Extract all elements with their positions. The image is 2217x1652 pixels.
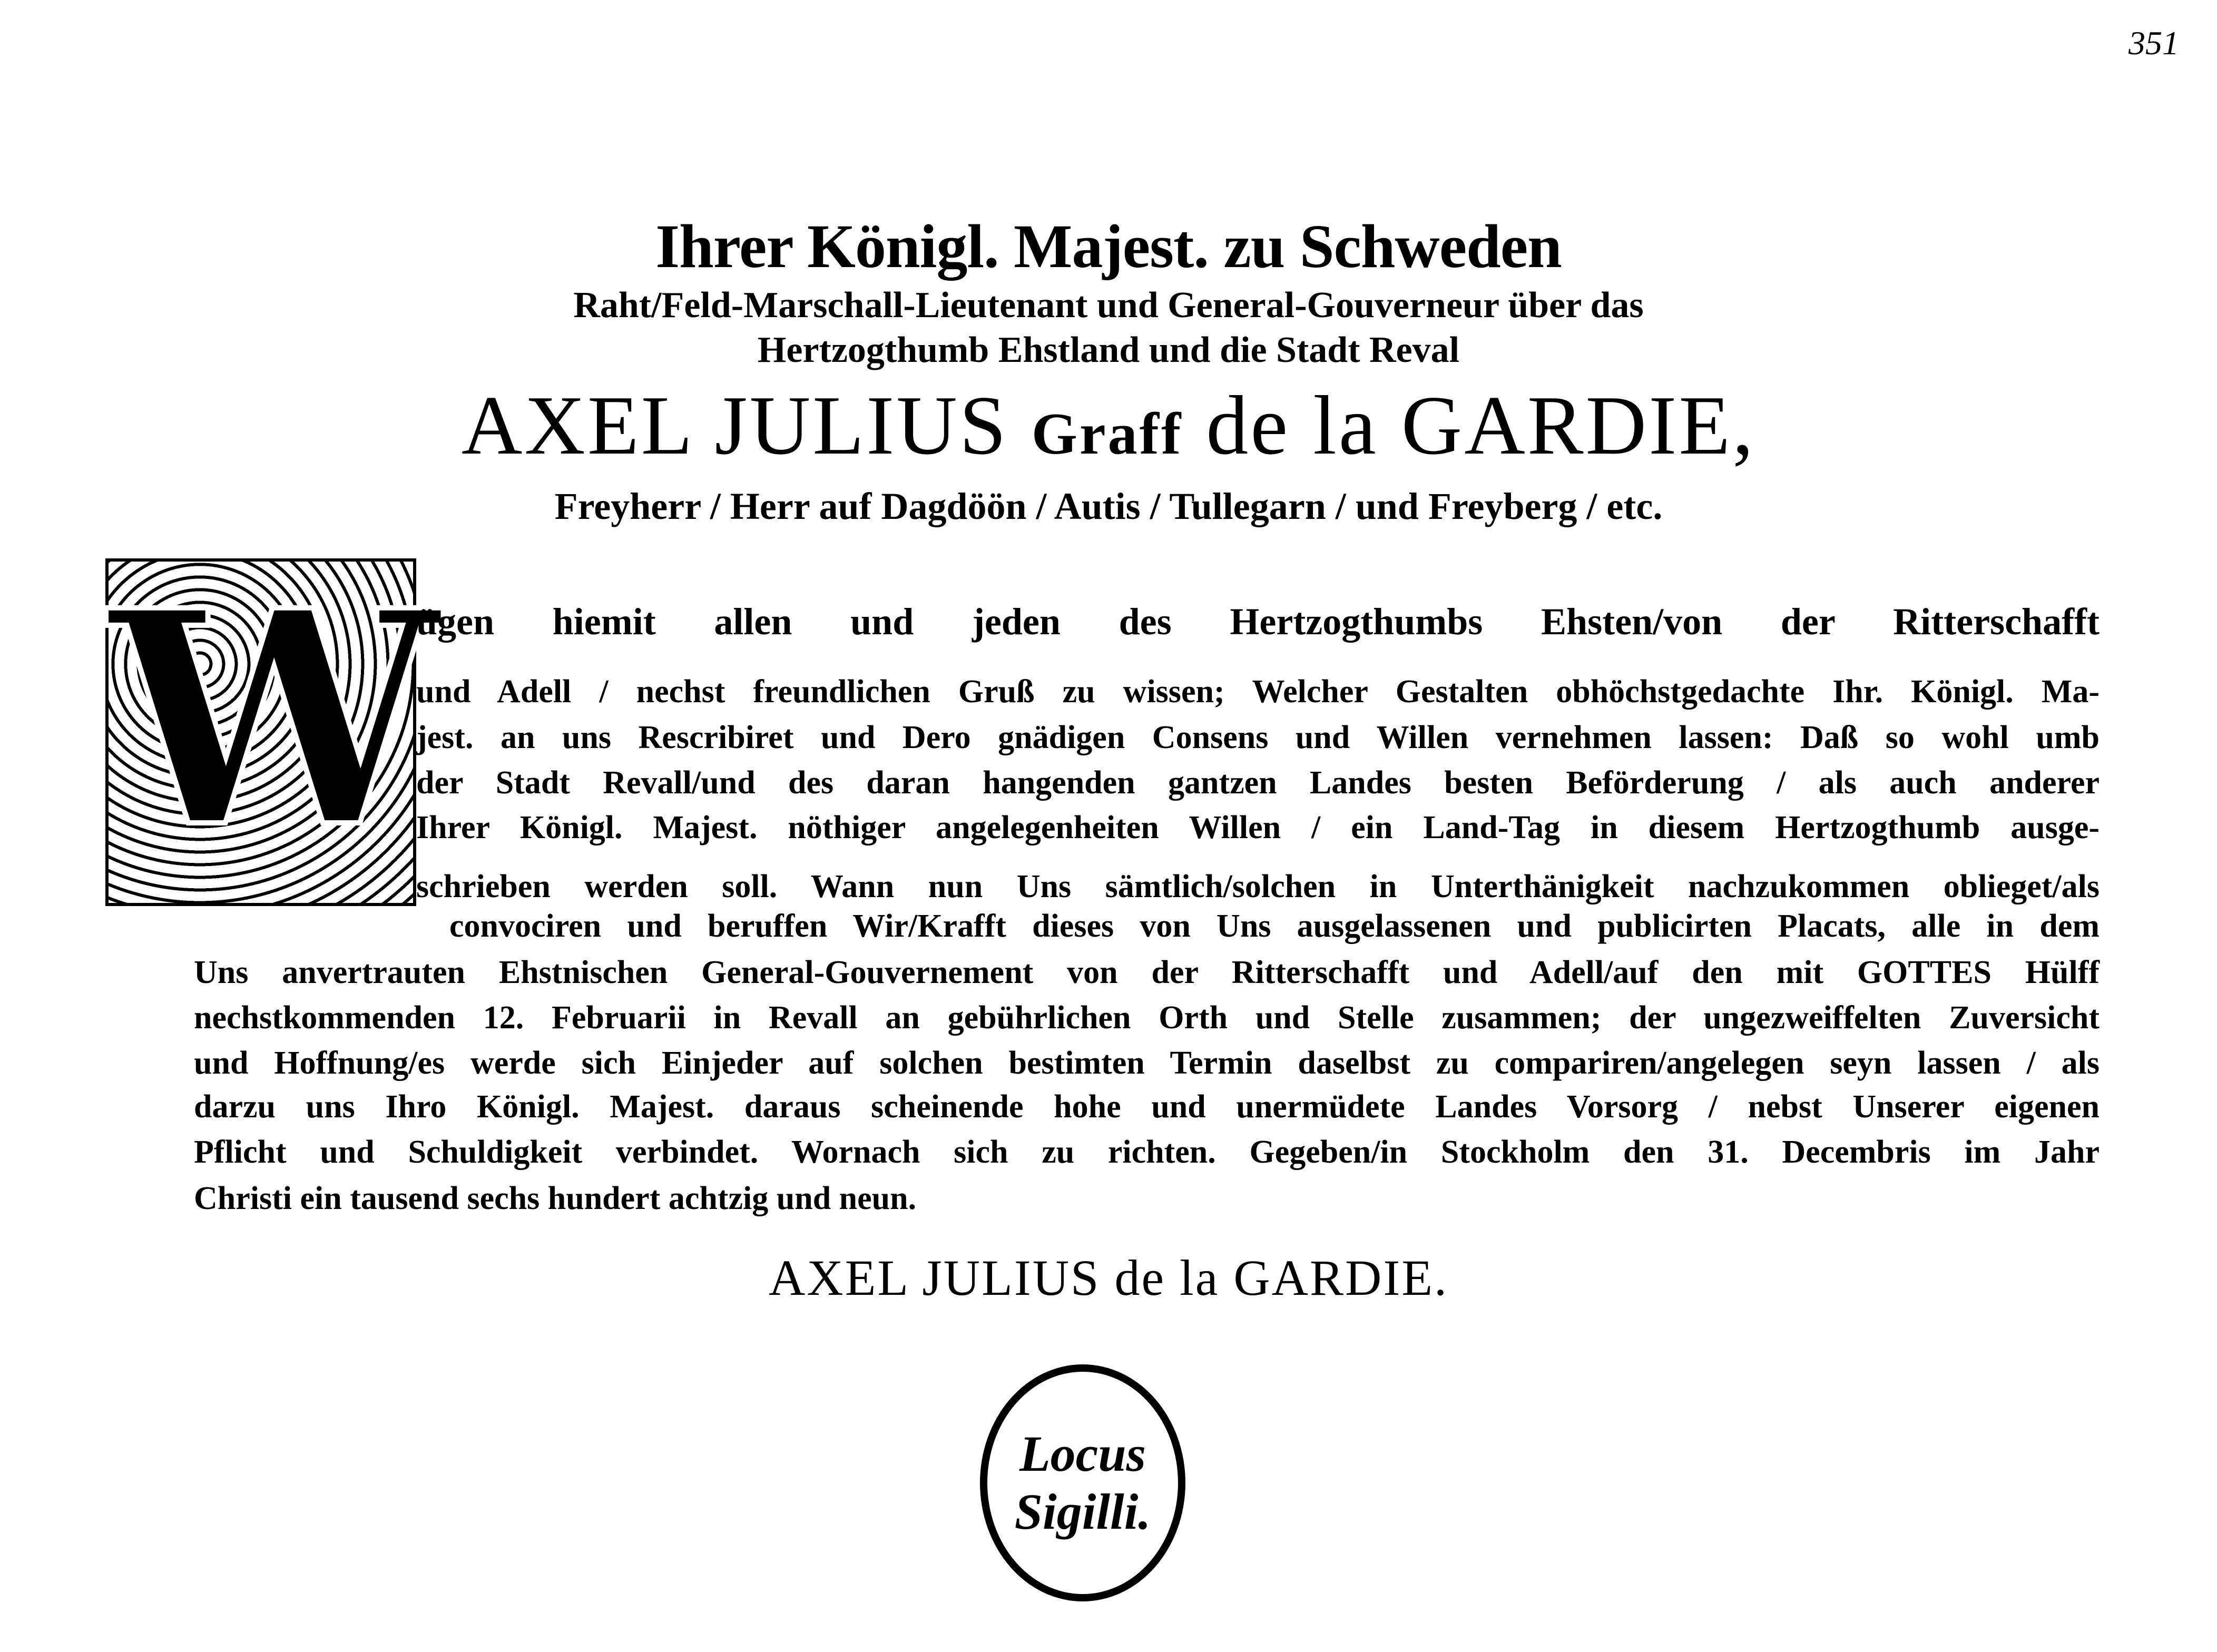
body-line: Uns anvertrauten Ehstnischen General-Gouvernement von der Ritterschafft und Adell/auf den mit GOTTES Hülff — [194, 955, 2100, 990]
heading-title: Ihrer Königl. Majest. zu Schweden — [655, 212, 1562, 281]
body-line: Pflicht und Schuldigkeit verbindet. Wornach sich zu richten. Gegeben/in Stockholm den 31. Decembris im Jahr — [194, 1134, 2100, 1170]
body-line: convociren und beruffen Wir/Krafft dieses von Uns ausgelassenen und publicirten Placats, alle in dem — [449, 908, 2100, 944]
body-line: schrieben werden soll. Wann nun Uns sämtlich/solchen in Unterthänigkeit nachzukommen oblieget/als — [416, 869, 2100, 904]
heading-lordships-line: Freyherr / Herr auf Dagdöön / Autis / Tullegarn / und Freyberg / etc. — [554, 485, 1663, 527]
seal-placeholder — [980, 1364, 1185, 1601]
body-line: Ihrer Königl. Majest. nöthiger angelegenheiten Willen / ein Land-Tag in diesem Hertzogthumb ausge- — [416, 810, 2100, 845]
page-number: 351 — [2128, 24, 2179, 62]
body-line: jest. an uns Rescribiret und Dero gnädigen Consens und Willen vernehmen lassen: Daß so wohl umb — [416, 720, 2100, 755]
drop-cap-letter: W — [109, 546, 440, 893]
seal-text-sigilli: Sigilli. — [1014, 1483, 1151, 1540]
issuer-name-last: de la GARDIE, — [1206, 378, 1756, 472]
body-line: und Adell / nechst freundlichen Gruß zu wissen; Welcher Gestalten obhöchstgedachte Ihr. Königl. Ma- — [416, 674, 2100, 710]
body-line: nechstkommenden 12. Februarii in Revall an gebührlichen Orth und Stelle zusammen; der ungezweiffelten Zuversicht — [194, 1000, 2100, 1036]
body-line: Christi ein tausend sechs hundert achtzig und neun. — [194, 1181, 917, 1216]
seal-text-locus: Locus — [1019, 1425, 1146, 1482]
body-line: ügen hiemit allen und jeden des Hertzogthumbs Ehsten/von der Ritterschafft — [416, 601, 2100, 643]
issuer-name-first: AXEL JULIUS — [461, 378, 1008, 472]
heading-territory-line: Hertzogthumb Ehstland und die Stadt Reval — [757, 330, 1460, 370]
issuer-name — [0, 377, 2217, 474]
issuer-name-graff: Graff — [1031, 401, 1183, 467]
body-line: und Hoffnung/es werde sich Einjeder auf solchen bestimten Termin daselbst zu compariren/angelegen seyn lassen / als — [194, 1045, 2100, 1081]
heading-titles-line: Raht/Feld-Marschall-Lieutenant und General-Gouverneur über das — [573, 285, 1644, 326]
body-line: darzu uns Ihro Königl. Majest. daraus scheinende hohe und unermüdete Landes Vorsorg / nebst Unserer eigenen — [194, 1089, 2100, 1125]
signature: AXEL JULIUS de la GARDIE. — [769, 1250, 1448, 1306]
ornamental-drop-cap — [105, 546, 440, 906]
body-line: der Stadt Revall/und des daran hangenden gantzen Landes besten Beförderung / als auch anderer — [416, 765, 2100, 801]
